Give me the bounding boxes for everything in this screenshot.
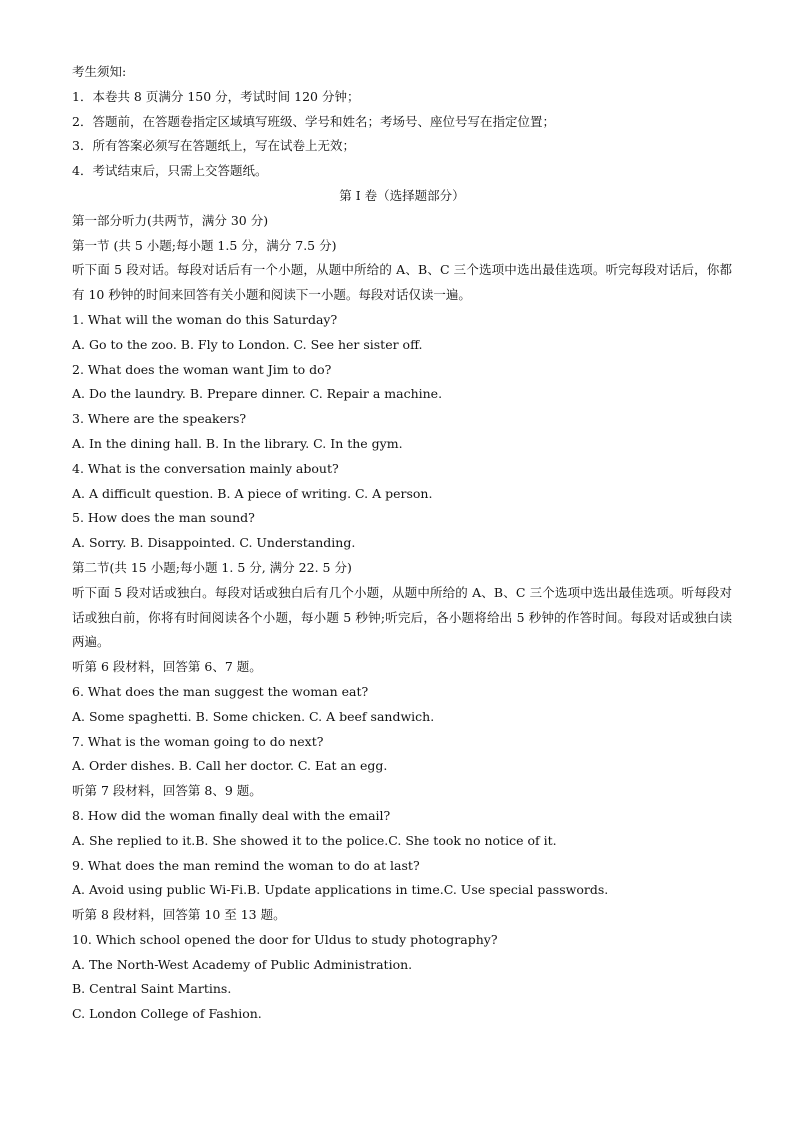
volume-title: 第 I 卷（选择题部分） (339, 187, 465, 203)
options: A. Go to the zoo. B. Fly to London. C. See her sister off. (72, 336, 423, 352)
part1-title: 第一部分听力(共两节，满分 30 分) (72, 212, 269, 228)
material-heading: 听第 7 段材料，回答第 8、9 题。 (72, 783, 262, 799)
notice-item: 4．考试结束后，只需上交答题纸。 (72, 163, 268, 179)
notice-item: 3．所有答案必须写在答题纸上，写在试卷上无效； (72, 138, 355, 154)
notice-item: 2．答题前，在答题卷指定区域填写班级、学号和姓名；考场号、座位号写在指定位置； (72, 113, 555, 129)
section2-instructions: 听下面 5 段对话或独白。每段对话或独白后有几个小题，从题中所给的 A、B、C 三个选项中选出最佳选项。听每段对话或独白前，你将有时间阅读各个小题，每小题 5 秒钟;听完后，各小题将给出 5 秒钟的作答时间。每段对话或独白读两遍。 (72, 584, 732, 650)
option: B. Central Saint Martins. (72, 981, 232, 997)
options: A. Some spaghetti. B. Some chicken. C. A beef sandwich. (72, 708, 435, 724)
question: 3. Where are the speakers? (72, 411, 247, 427)
question: 4. What is the conversation mainly about? (72, 460, 339, 476)
question: 9. What does the man remind the woman to do at last? (72, 857, 420, 873)
options: A. In the dining hall. B. In the library. C. In the gym. (72, 435, 403, 451)
options: A. Do the laundry. B. Prepare dinner. C. Repair a machine. (72, 386, 443, 402)
option: C. London College of Fashion. (72, 1006, 262, 1022)
options: A. She replied to it.B. She showed it to the police.C. She took no notice of it. (72, 832, 557, 848)
question: 6. What does the man suggest the woman eat? (72, 683, 369, 699)
options: A. Avoid using public Wi-Fi.B. Update applications in time.C. Use special passwords. (72, 882, 609, 898)
question: 1. What will the woman do this Saturday? (72, 311, 338, 327)
material-heading: 听第 6 段材料，回答第 6、7 题。 (72, 659, 262, 675)
section1-title: 第一节 (共 5 小题;每小题 1.5 分，满分 7.5 分) (72, 237, 337, 253)
question: 10. Which school opened the door for Uldus to study photography? (72, 931, 498, 947)
notice-item: 1．本卷共 8 页满分 150 分，考试时间 120 分钟； (72, 88, 360, 104)
question: 7. What is the woman going to do next? (72, 733, 324, 749)
question: 5. How does the man sound? (72, 510, 255, 526)
material-heading: 听第 8 段材料，回答第 10 至 13 题。 (72, 907, 286, 923)
section2-title: 第二节(共 15 小题;每小题 1. 5 分, 满分 22. 5 分) (72, 559, 352, 575)
question: 8. How did the woman finally deal with the email? (72, 807, 391, 823)
section1-instructions: 听下面 5 段对话。每段对话后有一个小题，从题中所给的 A、B、C 三个选项中选出最佳选项。听完每段对话后，你都有 10 秒钟的时间来回答有关小题和阅读下一小题。每段对话仅读一遍。 (72, 262, 732, 303)
option: A. The North-West Academy of Public Administration. (72, 956, 413, 972)
notice-heading: 考生须知: (72, 64, 127, 79)
options: A. Order dishes. B. Call her doctor. C. Eat an egg. (72, 758, 388, 774)
options: A. A difficult question. B. A piece of writing. C. A person. (72, 485, 433, 501)
question: 2. What does the woman want Jim to do? (72, 361, 332, 377)
exam-page (72, 60, 732, 1027)
options: A. Sorry. B. Disappointed. C. Understanding. (72, 535, 356, 551)
